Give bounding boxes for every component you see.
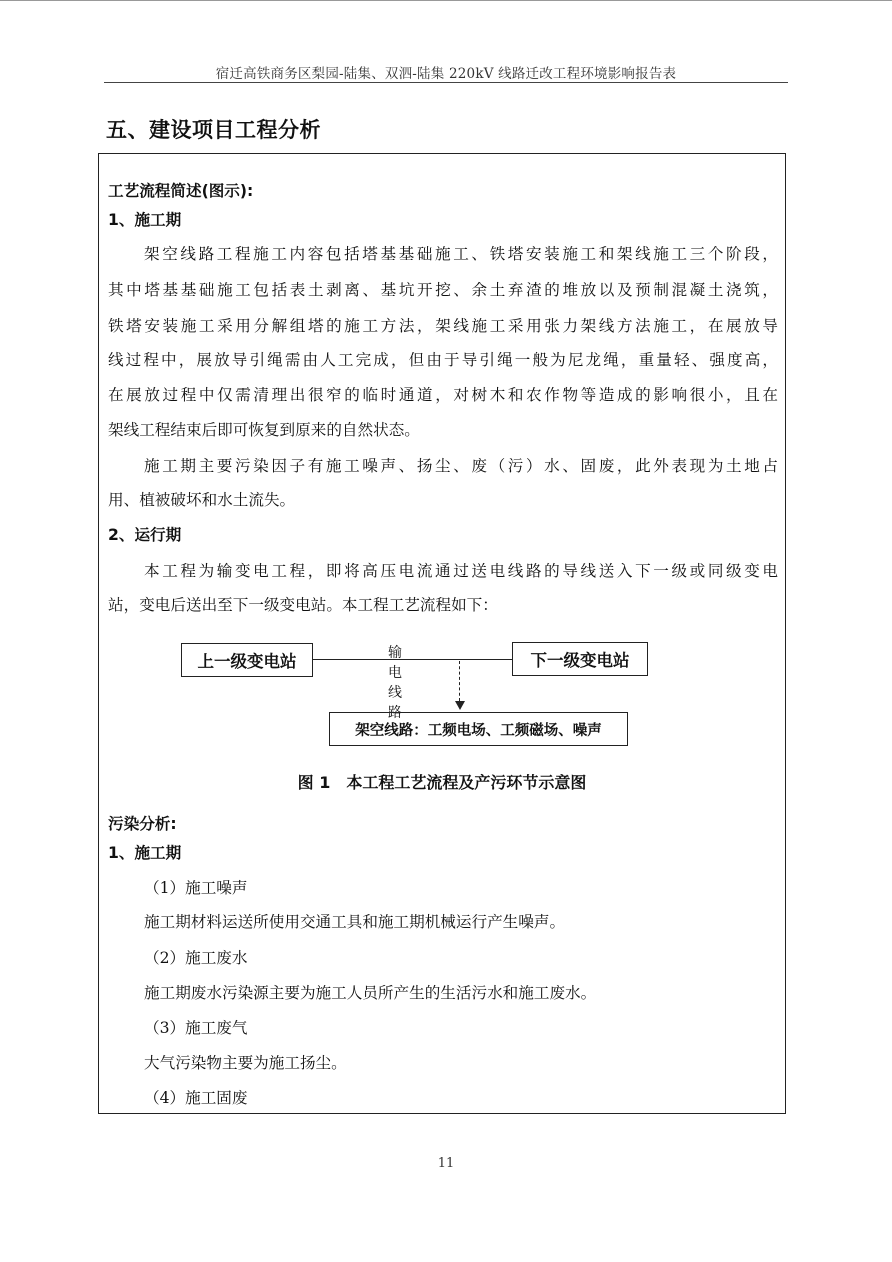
item-text: 施工期材料运送所使用交通工具和施工期机械运行产生噪声。	[144, 913, 566, 931]
pollution-impact-box: 架空线路：工频电场、工频磁场、噪声	[329, 712, 628, 746]
upstream-substation-box: 上一级变电站	[181, 643, 313, 677]
item-text: 施工期废水污染源主要为施工人员所产生的生活污水和施工废水。	[144, 984, 597, 1002]
transmission-line-connector	[313, 659, 512, 660]
construction-heading: 1、施工期	[108, 211, 182, 229]
paragraph-line: 本工程为输变电工程，即将高压电流通过送电线路的导线送入下一级或同级变电	[144, 562, 778, 580]
section-title: 五、建设项目工程分析	[106, 118, 321, 142]
item-title: （4）施工固废	[144, 1089, 248, 1107]
transmission-line-label: 输电线路	[388, 645, 402, 721]
paragraph-line: 铁塔安装施工采用分解组塔的施工方法，架线施工采用张力架线方法施工，在展放导	[108, 317, 778, 335]
item-title: （1）施工噪声	[144, 879, 248, 897]
paragraph-line: 在展放过程中仅需清理出很窄的临时通道，对树木和农作物等造成的影响很小，且在	[108, 386, 778, 404]
paragraph-line: 线过程中，展放导引绳需由人工完成，但由于导引绳一般为尼龙绳，重量轻、强度高，	[108, 351, 778, 369]
pollution-construction-heading: 1、施工期	[108, 844, 182, 862]
item-title: （3）施工废气	[144, 1019, 248, 1037]
item-text: 大气污染物主要为施工扬尘。	[144, 1054, 347, 1072]
paragraph-line: 架线工程结束后即可恢复到原来的自然状态。	[108, 421, 420, 439]
paragraph-line: 施工期主要污染因子有施工噪声、扬尘、废（污）水、固废，此外表现为土地占	[144, 457, 778, 475]
arrowhead-icon	[455, 701, 465, 710]
item-title: （2）施工废水	[144, 949, 248, 967]
paragraph-line: 站，变电后送出至下一级变电站。本工程工艺流程如下：	[108, 596, 498, 614]
pollution-dashed-arrow	[459, 661, 460, 701]
paragraph-line: 架空线路工程施工内容包括塔基基础施工、铁塔安装施工和架线施工三个阶段，	[144, 245, 778, 263]
pollution-heading: 污染分析:	[108, 815, 177, 833]
page-number: 11	[437, 1156, 455, 1171]
downstream-substation-box: 下一级变电站	[512, 642, 648, 676]
figure-caption: 图 1 本工程工艺流程及产污环节示意图	[297, 773, 587, 792]
running-header: 宿迁高铁商务区梨园-陆集、双泗-陆集 220kV 线路迁改工程环境影响报告表	[215, 66, 677, 82]
paragraph-line: 其中塔基基础施工包括表土剥离、基坑开挖、余土弃渣的堆放以及预制混凝土浇筑，	[108, 281, 778, 299]
process-heading: 工艺流程简述(图示):	[108, 182, 254, 200]
page-top-edge	[0, 0, 892, 1]
paragraph-line: 用、植被破坏和水土流失。	[108, 491, 296, 509]
operation-heading: 2、运行期	[108, 526, 182, 544]
header-rule	[104, 82, 788, 83]
